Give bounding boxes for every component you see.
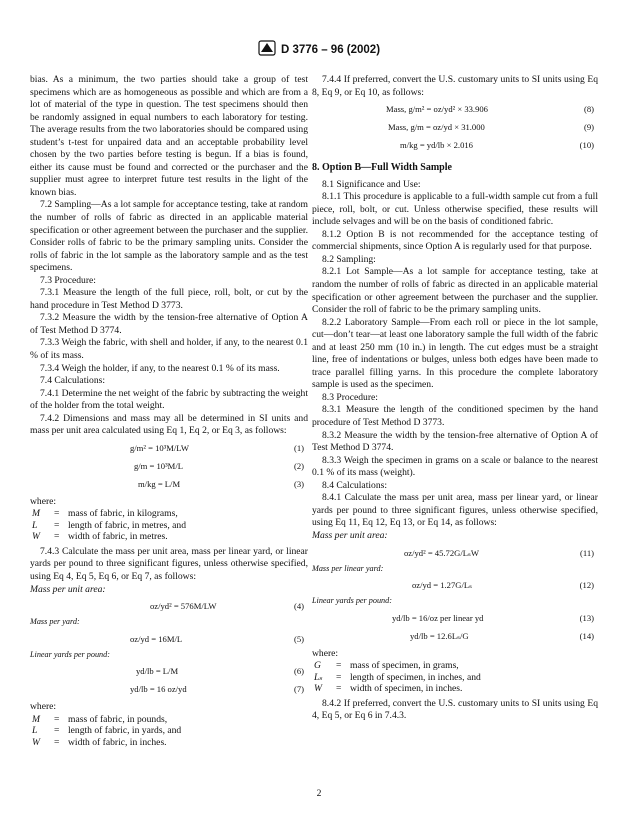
equation-text: g/m² = 10³M/LW bbox=[130, 442, 190, 453]
definition: mass of fabric, in kilograms, bbox=[68, 508, 178, 520]
equation-10 bbox=[312, 137, 598, 153]
where-row bbox=[312, 683, 598, 695]
equation-text: oz/yd = 16M/L bbox=[130, 633, 183, 644]
where-row bbox=[30, 531, 308, 543]
equation-number: (13) bbox=[579, 612, 594, 623]
equals: = bbox=[336, 660, 342, 672]
paragraph-7-4-2: 7.4.2 Dimensions and mass may all be determined in SI units and mass per unit area calculated using Eq 1, Eq 2, or Eq 3, as follows: bbox=[30, 412, 308, 437]
label-mass-per-linear-yard: Mass per linear yard: bbox=[312, 563, 384, 573]
section-heading: 8. Option B—Full Width Sample bbox=[312, 162, 452, 174]
paragraph-8-4: 8.4 Calculations: bbox=[322, 479, 388, 491]
where-row bbox=[30, 520, 308, 532]
definition: mass of specimen, in grams, bbox=[350, 660, 459, 672]
where-row bbox=[30, 714, 308, 726]
definition: length of specimen, in inches, and bbox=[350, 671, 481, 683]
label-linear-yards-per-pound: Linear yards per pound: bbox=[312, 596, 392, 606]
page-header bbox=[0, 40, 638, 56]
paragraph-8-2-1: 8.2.1 Lot Sample—As a lot sample for acceptance testing, take at random the number of rolls of fabric as directed in an applicable material specification or other agreement between the purchaser and the supplier. Consider the roll of fabric to be the primary sampling units. bbox=[312, 266, 598, 316]
where-label: where: bbox=[30, 495, 57, 507]
equation-12 bbox=[312, 577, 598, 593]
equation-13 bbox=[312, 610, 598, 626]
paragraph-7-3: 7.3 Procedure: bbox=[40, 274, 96, 286]
equation-6 bbox=[30, 663, 308, 679]
where-block-2 bbox=[30, 701, 308, 748]
where-row bbox=[312, 672, 598, 684]
equation-number: (10) bbox=[579, 140, 594, 151]
equals: = bbox=[54, 725, 60, 737]
equals: = bbox=[54, 736, 60, 748]
document-title: D 3776 – 96 (2002) bbox=[280, 44, 381, 56]
paragraph-8-2-2: 8.2.2 Laboratory Sample—From each roll or piece in the lot sample, cut—don’t tear—at least one laboratory sample the full width of the fabric and at least 250 mm (10 in.) in length. The cut edges must be a straight line, free of indentations or bulges, unless both edges have been made to trace parallel filling yarns. In this procedure the complete laboratory sample is used as the specimen. bbox=[312, 316, 598, 391]
equation-number: (2) bbox=[293, 460, 304, 471]
equation-number: (7) bbox=[293, 684, 304, 695]
equation-1 bbox=[30, 440, 308, 456]
paragraph-8-1-1: 8.1.1 This procedure is applicable to a full-width sample cut from a full piece, roll, bolt, or cut. Unless otherwise specified, these results will include selvages and will be on the basis of conditioned fabric. bbox=[312, 191, 598, 228]
definition: length of fabric, in yards, and bbox=[68, 725, 182, 737]
label-mass-per-unit-area: Mass per unit area: bbox=[30, 583, 106, 595]
equation-text: yd/lb = 16/oz per linear yd bbox=[392, 612, 484, 623]
page-number: 2 bbox=[316, 788, 322, 799]
where-row bbox=[30, 725, 308, 737]
symbol: W bbox=[314, 683, 322, 695]
equation-number: (1) bbox=[293, 442, 304, 453]
equation-text: g/m = 10³M/L bbox=[134, 460, 183, 471]
equation-7 bbox=[30, 681, 308, 697]
equals: = bbox=[336, 671, 342, 683]
equation-number: (14) bbox=[579, 630, 594, 641]
paragraph-7-4: 7.4 Calculations: bbox=[40, 375, 106, 387]
definition: width of fabric, in metres. bbox=[68, 531, 168, 543]
where-label: where: bbox=[312, 647, 339, 659]
equation-5 bbox=[30, 631, 308, 647]
equation-number: (8) bbox=[583, 104, 594, 115]
equation-number: (11) bbox=[580, 547, 594, 558]
paragraph-7-4-1: 7.4.1 Determine the net weight of the fabric by subtracting the weight of the holder from the total weight. bbox=[30, 387, 308, 412]
equation-8 bbox=[312, 101, 598, 117]
equation-number: (3) bbox=[293, 478, 304, 489]
where-label: where: bbox=[30, 701, 57, 713]
equation-text: oz/yd = 1.27G/Lₛ bbox=[412, 580, 473, 591]
where-block-3 bbox=[312, 648, 598, 695]
equation-11 bbox=[312, 545, 598, 561]
where-row bbox=[30, 737, 308, 749]
symbol: W bbox=[32, 736, 40, 748]
equals: = bbox=[54, 519, 60, 531]
paragraph-8-3-1: 8.3.1 Measure the length of the conditioned specimen by the hand procedure of Test Method D 3773. bbox=[312, 404, 598, 429]
equals: = bbox=[54, 508, 60, 520]
equation-text: Mass, g/m = oz/yd × 31.000 bbox=[388, 122, 485, 133]
equation-text: yd/lb = 16 oz/yd bbox=[130, 684, 187, 695]
where-row bbox=[312, 660, 598, 672]
label-mass-per-yard: Mass per yard: bbox=[30, 617, 80, 627]
equation-2 bbox=[30, 458, 308, 474]
paragraph-7-3-4: 7.3.4 Weigh the holder, if any, to the nearest 0.1 % of its mass. bbox=[40, 362, 280, 374]
equation-3 bbox=[30, 476, 308, 492]
definition: length of fabric, in metres, and bbox=[68, 519, 187, 531]
paragraph-7-3-1: 7.3.1 Measure the length of the full piece, roll, bolt, or cut by the hand procedure in Test Method D 3773. bbox=[30, 287, 308, 311]
equation-number: (6) bbox=[293, 666, 304, 677]
equation-text: m/kg = L/M bbox=[138, 478, 181, 489]
paragraph-7-3-3: 7.3.3 Weigh the fabric, with shell and holder, if any, to the nearest 0.1 % of its mass. bbox=[30, 337, 308, 362]
equals: = bbox=[54, 531, 60, 543]
definition: width of fabric, in inches. bbox=[68, 736, 167, 748]
paragraph-7-4-4: 7.4.4 If preferred, convert the U.S. customary units to SI units using Eq 8, Eq 9, or Eq 10, as follows: bbox=[312, 74, 598, 98]
paragraph-8-3-3: 8.3.3 Weigh the specimen in grams on a scale or balance to the nearest 0.1 % of its mass (weight). bbox=[312, 454, 598, 479]
astm-logo-icon bbox=[258, 40, 276, 56]
equation-text: yd/lb = 12.6Lₛ/G bbox=[410, 630, 469, 641]
paragraph-8-3: 8.3 Procedure: bbox=[322, 391, 378, 403]
symbol: L bbox=[32, 725, 38, 737]
left-column bbox=[30, 74, 308, 748]
paragraph-8-4-2: 8.4.2 If preferred, convert the U.S. customary units to SI units using Eq 4, Eq 5, or Eq 6 in 7.4.3. bbox=[312, 697, 598, 722]
paragraph-8-1: 8.1 Significance and Use: bbox=[322, 178, 421, 190]
paragraph-7-2: 7.2 Sampling—As a lot sample for acceptance testing, take at random the number of rolls of fabric as directed in an applicable material specification or other agreement between the purchaser and the supplier. Consider rolls of fabric to be the primary sampling units. Consider the rolls of fabric in the lot sample as the laboratory sample and as the test specimens. bbox=[30, 199, 309, 274]
equation-text: yd/lb = L/M bbox=[136, 666, 179, 677]
symbol: W bbox=[32, 531, 40, 543]
definition: width of specimen, in inches. bbox=[350, 683, 463, 695]
equals: = bbox=[54, 713, 60, 725]
equation-9 bbox=[312, 119, 598, 135]
paragraph-8-1-2: 8.1.2 Option B is not recommended for the acceptance testing of commercial shipments, since Option A is regularly used for that purpose. bbox=[312, 228, 598, 253]
symbol: Lₛ bbox=[314, 671, 323, 683]
label-mass-per-unit-area: Mass per unit area: bbox=[312, 529, 388, 541]
equation-4 bbox=[30, 598, 308, 614]
equals: = bbox=[336, 683, 342, 695]
equation-text: m/kg = yd/lb × 2.016 bbox=[400, 140, 473, 151]
definition: mass of fabric, in pounds, bbox=[68, 713, 168, 725]
right-column bbox=[312, 74, 598, 723]
equation-text: oz/yd² = 576M/LW bbox=[150, 601, 217, 612]
equation-text: oz/yd² = 45.72G/LₛW bbox=[404, 547, 479, 558]
symbol: M bbox=[32, 713, 40, 725]
paragraph-7-4-3: 7.4.3 Calculate the mass per unit area, mass per linear yard, or linear yards per pound to three significant figures, unless otherwise specified, using Eq 4, Eq 5, Eq 6, or Eq 7, as follows: bbox=[30, 545, 308, 582]
equation-text: Mass, g/m² = oz/yd² × 33.906 bbox=[386, 104, 488, 115]
symbol: M bbox=[32, 508, 40, 520]
equation-14 bbox=[312, 628, 598, 644]
paragraph-8-3-2: 8.3.2 Measure the width by the tension-free alternative of Option A of Test Method D 3774. bbox=[312, 429, 598, 454]
paragraph-8-4-1: 8.4.1 Calculate the mass per unit area, mass per linear yard, or linear yards per pound to three significant figures, unless otherwise specified, using Eq 11, Eq 12, Eq 13, or Eq 14, as follows: bbox=[312, 492, 598, 529]
equation-number: (12) bbox=[579, 580, 594, 591]
paragraph-bias: bias. As a minimum, the two parties should take a group of test specimens which are as homogeneous as possible and which are from a lot of material of the type in question. The test specimens should then be randomly assigned in equal numbers to each laboratory for testing. The average results from the two laboratories should be compared using student’s t-test for unpaired data and an acceptable probability level chosen by the two parties before testing is begun. If a bias is found, either its cause must be found and corrected or the purchaser and the supplier must agree to interpret future test results in the light of the known bias. bbox=[30, 74, 308, 198]
where-block-1 bbox=[30, 496, 308, 543]
symbol: L bbox=[32, 519, 38, 531]
equation-number: (4) bbox=[293, 601, 304, 612]
paragraph-8-2: 8.2 Sampling: bbox=[322, 253, 376, 265]
label-linear-yards-per-pound: Linear yards per pound: bbox=[30, 649, 110, 659]
paragraph-7-3-2: 7.3.2 Measure the width by the tension-free alternative of Option A of Test Method D 3774. bbox=[30, 312, 308, 336]
where-row bbox=[30, 508, 308, 520]
symbol: G bbox=[314, 660, 321, 672]
equation-number: (5) bbox=[293, 633, 304, 644]
equation-number: (9) bbox=[583, 122, 594, 133]
